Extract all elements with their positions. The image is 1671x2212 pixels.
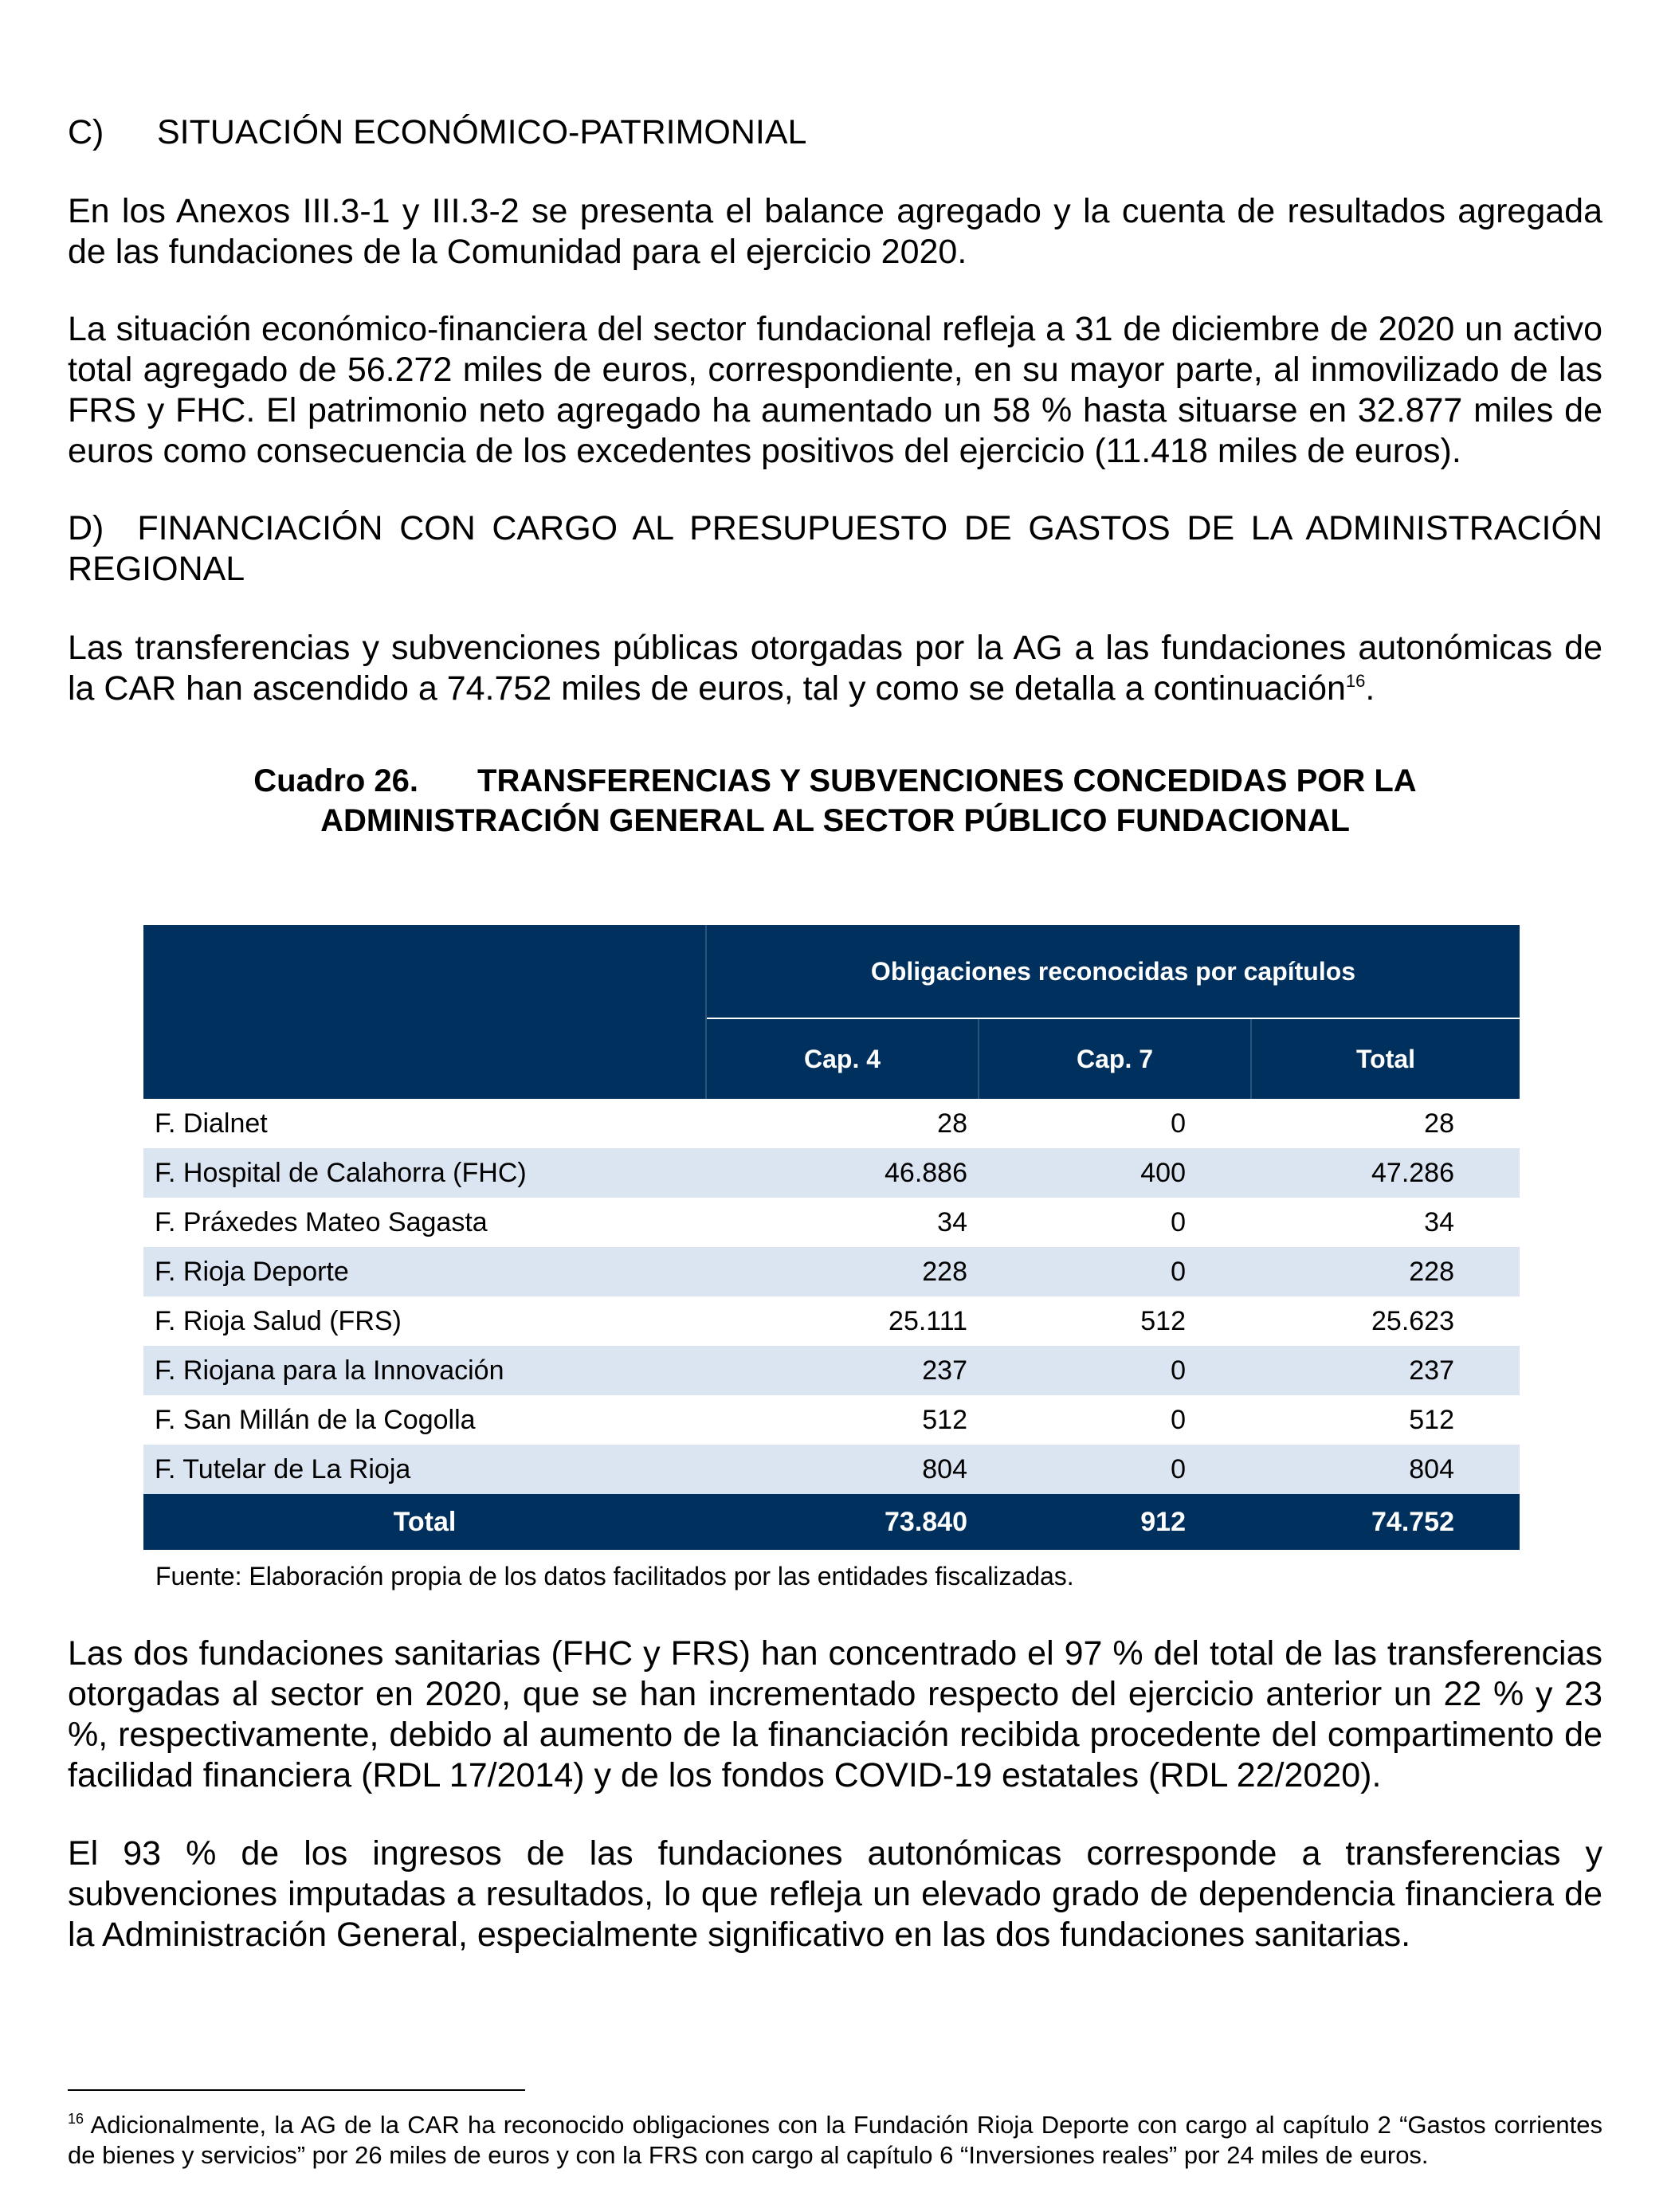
total-row-label: Total: [143, 1494, 706, 1550]
row-name: F. Dialnet: [155, 1108, 268, 1139]
row-cap4: 34: [937, 1206, 967, 1237]
column-header-cap7: Cap. 7: [979, 1018, 1251, 1099]
row-total: 34: [1424, 1206, 1454, 1237]
row-cap4: 228: [706, 1247, 979, 1296]
footnote-text: Adicionalmente, la AG de la CAR ha reconocido obligaciones con la Fundación Rioja Deporte con cargo al capítulo 2 “Gastos corrientes de bienes y servicios” por 26 miles de euros y con la FRS con cargo al capítulo 6 “Inversiones reales” por 24 miles de euros.: [68, 2111, 1603, 2169]
table-row: [143, 1346, 1520, 1395]
row-cap4: 804: [706, 1445, 979, 1494]
table-row: [143, 1198, 1520, 1247]
row-cap7: 0: [1171, 1404, 1186, 1435]
table-total-row: [143, 1494, 1520, 1550]
row-cap7: 0: [979, 1247, 1251, 1296]
row-total: 804: [1251, 1445, 1520, 1494]
row-cap7: 0: [979, 1346, 1251, 1395]
row-name: F. Rioja Salud (FRS): [155, 1305, 402, 1336]
paragraph-ingresos: El 93 % de los ingresos de las fundaciones autonómicas corresponde a transferencias y subvenciones imputadas a resultados, lo que refleja un elevado grado de dependencia financiera de la Administración General, especialmente significativo en las dos fundaciones sanitarias.: [68, 1834, 1602, 1954]
row-total: 228: [1251, 1247, 1520, 1296]
table-row: [143, 1247, 1520, 1296]
row-total: 237: [1251, 1346, 1520, 1395]
row-cap7: 0: [1171, 1108, 1186, 1139]
section-c-title: SITUACIÓN ECONÓMICO-PATRIMONIAL: [157, 113, 807, 151]
section-c-heading: [68, 112, 806, 153]
row-cap4: 25.111: [888, 1305, 967, 1336]
row-cap4: 28: [937, 1108, 967, 1139]
table-caption: [68, 761, 1602, 841]
row-cap4: 512: [922, 1404, 967, 1435]
total-cap7: 912: [979, 1494, 1251, 1550]
table-source: Fuente: Elaboración propia de los datos facilitados por las entidades fiscalizadas.: [155, 1562, 1074, 1590]
row-cap4: 237: [706, 1346, 979, 1395]
footnote-divider: [68, 2089, 525, 2091]
paragraph-end-mark: .: [1365, 669, 1375, 708]
section-d-label: D): [68, 509, 104, 547]
column-header-total: Total: [1251, 1018, 1520, 1099]
total-total: 74.752: [1251, 1494, 1520, 1550]
transfers-table: [143, 925, 1520, 1550]
section-c-label: C): [68, 113, 104, 151]
paragraph-anexos: En los Anexos III.3-1 y III.3-2 se presenta el balance agregado y la cuenta de resultados agregada de las fundaciones de la Comunidad para el ejercicio 2020.: [68, 192, 1602, 271]
table-caption-line2: ADMINISTRACIÓN GENERAL AL SECTOR PÚBLICO FUNDACIONAL: [320, 803, 1350, 838]
paragraph-sanitarias: Las dos fundaciones sanitarias (FHC y FRS) han concentrado el 97 % del total de las transferencias otorgadas al sector en 2020, que se han incrementado respecto del ejercicio anterior un 22 % y 23 %, respectivamente, debido al aumento de la financiación recibida procedente del compartimento de facilidad financiera (RDL 17/2014) y de los fondos COVID-19 estatales (RDL 22/2020).: [68, 1634, 1602, 1794]
footnote-number: 16: [68, 2111, 84, 2127]
row-cap7: 0: [1171, 1206, 1186, 1237]
table-corner-header: [143, 925, 706, 1099]
group-header: Obligaciones reconocidas por capítulos: [706, 925, 1520, 1018]
row-total: 28: [1424, 1108, 1454, 1139]
table-row: [143, 1099, 1520, 1148]
row-total: 25.623: [1371, 1305, 1454, 1336]
total-cap4: 73.840: [706, 1494, 979, 1550]
footnote: [68, 2110, 1602, 2171]
row-cap4: 46.886: [706, 1148, 979, 1198]
row-name: F. Tutelar de La Rioja: [143, 1445, 706, 1494]
row-name: F. Hospital de Calahorra (FHC): [143, 1148, 706, 1198]
table-caption-line1: TRANSFERENCIAS Y SUBVENCIONES CONCEDIDAS POR LA: [477, 763, 1417, 798]
table-row: [143, 1445, 1520, 1494]
paragraph-situacion: La situación económico-financiera del sector fundacional refleja a 31 de diciembre de 2020 un activo total agregado de 56.272 miles de euros, correspondiente, en su mayor parte, al inmovilizado de las FRS y FHC. El patrimonio neto agregado ha aumentado un 58 % hasta situarse en 32.877 miles de euros como consecuencia de los excedentes positivos del ejercicio (11.418 miles de euros).: [68, 310, 1602, 470]
table-caption-number: Cuadro 26.: [253, 763, 419, 798]
row-name: F. Riojana para la Innovación: [143, 1346, 706, 1395]
row-cap7: 512: [1140, 1305, 1186, 1336]
table-header-row-1: [143, 925, 1520, 1018]
footnote-ref[interactable]: 16: [1345, 671, 1366, 691]
table-row: [143, 1395, 1520, 1445]
row-name: F. Rioja Deporte: [143, 1247, 706, 1296]
section-d-title: FINANCIACIÓN CON CARGO AL PRESUPUESTO DE GASTOS DE LA ADMINISTRACIÓN REGIONAL: [68, 509, 1602, 588]
paragraph-transferencias-text: Las transferencias y subvenciones públicas otorgadas por la AG a las fundaciones autonómicas de la CAR han ascendido a 74.752 miles de euros, tal y como se detalla a continuación: [68, 629, 1602, 708]
row-cap7: 0: [979, 1445, 1251, 1494]
row-name: F. San Millán de la Cogolla: [155, 1404, 476, 1435]
row-cap7: 400: [979, 1148, 1251, 1198]
column-header-cap4: Cap. 4: [706, 1018, 979, 1099]
paragraph-transferencias: [68, 628, 1602, 709]
section-d-heading: [68, 508, 1602, 590]
row-total: 512: [1409, 1404, 1454, 1435]
table-row: [143, 1296, 1520, 1346]
table-row: [143, 1148, 1520, 1198]
row-total: 47.286: [1251, 1148, 1520, 1198]
row-name: F. Práxedes Mateo Sagasta: [155, 1206, 488, 1237]
